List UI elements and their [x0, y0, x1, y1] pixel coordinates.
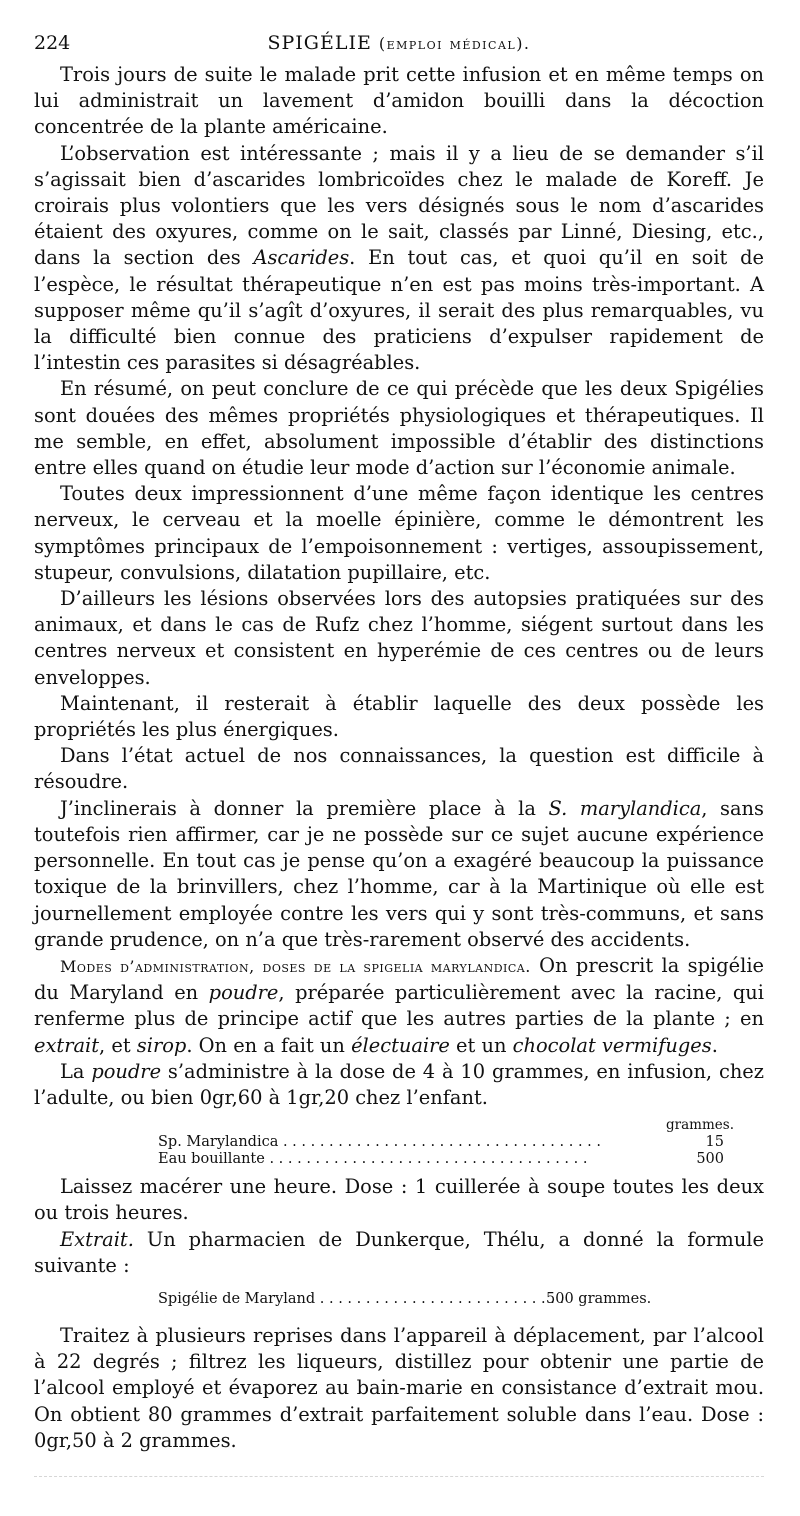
formula-ingredient: Spigélie de Maryland . . . . . . . . . . . . . . . . . . . . . . . . . . . — [158, 1290, 565, 1307]
paragraph-8-part-c: , sans toutefois rien affirmer, car je ne possède sur ce sujet aucune expérience personnelle. En tout cas je pense qu’on a exagéré beaucoup la puissance toxique de la brinvillers, chez l’homme, car à la Martinique où elle est journellement employée contre les vers qui y sont très-communs, et sans grande prudence, on n’a que très-rarement observé des accidents. — [34, 796, 765, 951]
paragraph-12-text: Un pharmacien de Dunkerque, Thélu, a donné la formule suivante : — [34, 1227, 764, 1277]
paragraph-5: D’ailleurs les lésions observées lors des autopsies pratiquées sur des animaux, et dans le cas de Rufz chez l’homme, siégent surtout dans les centres nerveux et consistent en hyperémie de ces centres ou de leurs enveloppes. — [34, 587, 764, 689]
paragraph-10-italic: poudre — [91, 1059, 162, 1083]
paragraph-12-italic: Extrait. — [60, 1227, 134, 1251]
paragraph-2-italic: Ascarides — [253, 246, 350, 270]
ingredient-name: Eau bouillante — [158, 1151, 265, 1168]
paragraph-8-part-a: J’inclinerais à donner la première place à la — [60, 796, 549, 820]
formula-quantity: 500 grammes. — [546, 1290, 652, 1307]
paragraph-3: En résumé, on peut conclure de ce qui précède que les deux Spigélies sont douées des mêmes propriétés physiologiques et thérapeutiques. Il me semble, en effet, absolument impossible d’établir des distinctions entre elles quand on étudie leur mode d’action sur l’économie animale. — [34, 377, 764, 480]
paragraph-2-part-c: . En tout cas, et quoi qu’il en soit de l’espèce, le résultat thérapeutique n’en est pas moins très-important. A supposer même qu’il s’agît d’oxyures, il serait des plus remarquables, vu la difficulté bien connue des praticiens d’expulser rapidement de l’intestin ces parasites si désagréables. — [34, 246, 764, 375]
section-heading-modes: Modes d’administration, doses de la spigelia marylandica. — [60, 956, 531, 976]
running-title-sub: (emploi médical). — [378, 34, 531, 53]
running-title — [34, 30, 764, 57]
paragraph-7: Dans l’état actuel de nos connaissances, la question est difficile à résoudre. — [34, 744, 764, 794]
page-header — [34, 28, 764, 58]
paragraph-8 — [34, 796, 764, 953]
formula-row — [34, 1134, 764, 1151]
page-bottom-rule — [34, 1476, 764, 1485]
formula-unit-row — [34, 1117, 764, 1134]
ingredient-name: Sp. Marylandica — [158, 1134, 279, 1151]
paragraph-9-text-g: . On en a fait un — [186, 1033, 352, 1057]
paragraph-9-italic-electuaire: électuaire — [351, 1033, 450, 1057]
paragraph-9-text-k: . — [711, 1033, 718, 1057]
paragraph-2-part-a: L’observation est intéressante ; mais il y a lieu de se demander s’il s’agissait bien d’ascarides lombricoïdes chez le malade de Koreff. Je croirais plus volontiers que les vers désignés sous le nom d’ascarides étaient des oxyures, comme on le sait, classés par Linné, Diesing, etc., dans la section des — [34, 141, 764, 270]
paragraph-4: Toutes deux impressionnent d’une même façon identique les centres nerveux, le cerveau et la moelle épinière, comme le démontrent les symptômes principaux de l’empoisonnement : vertiges, assoupissement, stupeur, convulsions, dilatation pupillaire, etc. — [34, 482, 764, 584]
paragraph-13: Traitez à plusieurs reprises dans l’appareil à déplacement, par l’alcool à 22 degrés ; filtrez les liqueurs, distillez pour obtenir une partie de l’alcool employé et évaporez au bain-marie en consistance d’extrait mou. On obtient 80 grammes d’extrait parfaitement soluble dans l’eau. Dose : 0gr,50 à 2 grammes. — [34, 1323, 764, 1452]
paragraph-9-italic-chocolat: chocolat vermifuges — [512, 1033, 712, 1057]
paragraph-8-italic: S. marylandica — [548, 796, 702, 820]
paragraph-10-text-a: La — [60, 1059, 92, 1083]
formula-row — [34, 1151, 764, 1168]
page-number: 224 — [34, 32, 71, 54]
paragraph-6: Maintenant, il resterait à établir laquelle des deux possède les propriétés les plus énergiques. — [34, 691, 764, 742]
paragraph-9-text-c: , préparée particulièrement avec la racine, qui renferme plus de principe actif que les autres parties de la plante ; en — [34, 981, 764, 1031]
paragraph-10-text-c: s’administre à la dose de 4 à 10 grammes, en infusion, chez l’adulte, ou bien 0gr,60 à 1gr,20 chez l’enfant. — [34, 1059, 764, 1109]
paragraph-12 — [34, 1227, 764, 1279]
paragraph-9-italic-extrait: extrait — [34, 1033, 100, 1057]
paragraph-10 — [34, 1059, 764, 1111]
running-title-main: SPIGÉLIE — [267, 32, 372, 54]
paragraph-9-italic-sirop: sirop — [136, 1033, 187, 1057]
formula-quantity: 500 — [696, 1151, 724, 1168]
paragraph-9-text-a: On prescrit la spigélie du Maryland en — [34, 953, 764, 1005]
formula-quantity: 15 — [705, 1134, 724, 1151]
formula-ingredient: Sp. Marylandica . . . . . . . . . . . . . . . . . . . . . . . . . . . . . . . . . . . — [158, 1134, 601, 1151]
paragraph-1: Trois jours de suite le malade prit cette infusion et en même temps on lui administrait un lavement d’amidon bouilli dans la décoction concentrée de la plante américaine. — [34, 63, 764, 139]
ingredient-name: Spigélie de Maryland — [158, 1290, 316, 1307]
formula-unit: grammes. — [666, 1117, 734, 1134]
paragraph-9 — [34, 953, 764, 1059]
paragraph-9-text-i: et un — [449, 1033, 513, 1057]
formula-row — [34, 1291, 764, 1309]
formula-ingredient: Eau bouillante . . . . . . . . . . . . . . . . . . . . . . . . . . . . . . . . . . . — [158, 1151, 588, 1168]
formula-infusion — [34, 1117, 764, 1168]
formula-extrait — [34, 1291, 764, 1309]
paragraph-9-italic-poudre: poudre — [208, 981, 279, 1005]
paragraph-2 — [34, 141, 764, 377]
paragraph-9-text-e: , et — [99, 1033, 137, 1057]
paragraph-11: Laissez macérer une heure. Dose : 1 cuillerée à soupe toutes les deux ou trois heures. — [34, 1175, 764, 1225]
